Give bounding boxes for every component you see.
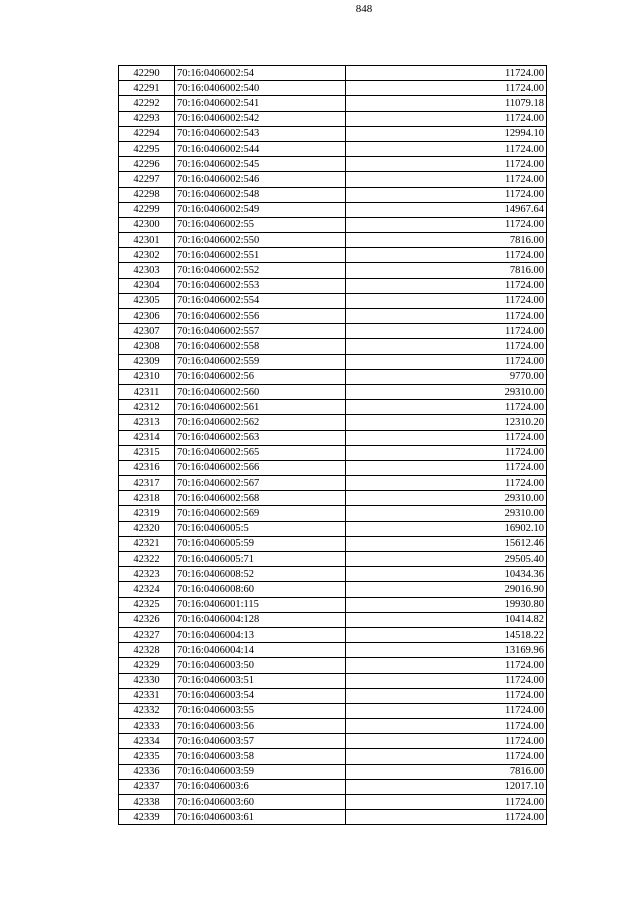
cadastral-number-cell: 70:16:0406003:61 [175,810,346,825]
row-number-cell: 42291 [119,81,175,96]
table-row [119,627,547,642]
cadastral-number-cell: 70:16:0406002:54 [175,66,346,81]
table-row [119,779,547,794]
row-number-cell: 42337 [119,779,175,794]
cadastral-number-cell: 70:16:0406002:561 [175,400,346,415]
row-number-cell: 42300 [119,217,175,232]
table-row [119,415,547,430]
cadastral-value-cell: 11724.00 [346,400,547,415]
row-number-cell: 42312 [119,400,175,415]
cadastral-value-cell: 11724.00 [346,673,547,688]
cadastral-value-cell: 11724.00 [346,719,547,734]
row-number-cell: 42307 [119,324,175,339]
row-number-cell: 42318 [119,491,175,506]
table-row [119,369,547,384]
cadastral-value-cell: 11724.00 [346,445,547,460]
cadastral-value-cell: 29016.90 [346,582,547,597]
cadastral-value-cell: 11724.00 [346,795,547,810]
table-row [119,582,547,597]
table-row [119,719,547,734]
cadastral-number-cell: 70:16:0406005:59 [175,536,346,551]
row-number-cell: 42339 [119,810,175,825]
cadastral-number-cell: 70:16:0406003:6 [175,779,346,794]
row-number-cell: 42298 [119,187,175,202]
row-number-cell: 42304 [119,278,175,293]
row-number-cell: 42308 [119,339,175,354]
cadastral-value-cell: 11724.00 [346,293,547,308]
cadastral-value-cell: 10434.36 [346,567,547,582]
cadastral-number-cell: 70:16:0406001:115 [175,597,346,612]
cadastral-number-cell: 70:16:0406002:545 [175,157,346,172]
row-number-cell: 42303 [119,263,175,278]
cadastral-value-cell: 11724.00 [346,430,547,445]
cadastral-number-cell: 70:16:0406002:541 [175,96,346,111]
row-number-cell: 42317 [119,476,175,491]
cadastral-number-cell: 70:16:0406008:52 [175,567,346,582]
cadastral-number-cell: 70:16:0406003:54 [175,688,346,703]
row-number-cell: 42319 [119,506,175,521]
cadastral-number-cell: 70:16:0406002:543 [175,126,346,141]
table-row [119,66,547,81]
cadastral-number-cell: 70:16:0406003:51 [175,673,346,688]
table-row [119,658,547,673]
row-number-cell: 42311 [119,384,175,399]
table-row [119,202,547,217]
cadastral-number-cell: 70:16:0406002:567 [175,476,346,491]
cadastral-value-cell: 13169.96 [346,643,547,658]
cadastral-number-cell: 70:16:0406004:14 [175,643,346,658]
cadastral-number-cell: 70:16:0406002:56 [175,369,346,384]
cadastral-number-cell: 70:16:0406003:55 [175,703,346,718]
cadastral-value-cell: 11724.00 [346,111,547,126]
cadastral-number-cell: 70:16:0406002:550 [175,233,346,248]
table-row [119,126,547,141]
cadastral-value-cell: 16902.10 [346,521,547,536]
table-row [119,96,547,111]
cadastral-value-cell: 11724.00 [346,703,547,718]
cadastral-number-cell: 70:16:0406003:56 [175,719,346,734]
cadastral-value-cell: 11724.00 [346,658,547,673]
row-number-cell: 42333 [119,719,175,734]
table-row [119,278,547,293]
cadastral-value-cell: 10414.82 [346,612,547,627]
table-row [119,293,547,308]
cadastral-value-cell: 11724.00 [346,81,547,96]
cadastral-value-cell: 12310.20 [346,415,547,430]
row-number-cell: 42334 [119,734,175,749]
row-number-cell: 42321 [119,536,175,551]
table-row [119,384,547,399]
table-row [119,643,547,658]
cadastral-number-cell: 70:16:0406002:559 [175,354,346,369]
cadastral-value-cell: 11724.00 [346,66,547,81]
table-row [119,430,547,445]
cadastral-number-cell: 70:16:0406002:544 [175,141,346,156]
cadastral-value-cell: 11724.00 [346,157,547,172]
row-number-cell: 42316 [119,460,175,475]
table-row [119,506,547,521]
table-row [119,536,547,551]
table-row [119,688,547,703]
cadastral-number-cell: 70:16:0406002:557 [175,324,346,339]
table-row [119,309,547,324]
table-row [119,567,547,582]
cadastral-value-cell: 19930.80 [346,597,547,612]
cadastral-number-cell: 70:16:0406003:50 [175,658,346,673]
cadastral-number-cell: 70:16:0406003:60 [175,795,346,810]
row-number-cell: 42338 [119,795,175,810]
cadastral-number-cell: 70:16:0406004:128 [175,612,346,627]
table-row [119,324,547,339]
row-number-cell: 42292 [119,96,175,111]
cadastral-number-cell: 70:16:0406003:59 [175,764,346,779]
table-row [119,445,547,460]
row-number-cell: 42293 [119,111,175,126]
cadastral-number-cell: 70:16:0406002:568 [175,491,346,506]
table-row [119,339,547,354]
cadastral-number-cell: 70:16:0406004:13 [175,627,346,642]
cadastral-number-cell: 70:16:0406002:563 [175,430,346,445]
cadastral-value-cell: 14967.64 [346,202,547,217]
row-number-cell: 42324 [119,582,175,597]
cadastral-value-cell: 11724.00 [346,141,547,156]
row-number-cell: 42331 [119,688,175,703]
row-number-cell: 42290 [119,66,175,81]
cadastral-value-cell: 11079.18 [346,96,547,111]
cadastral-value-cell: 29310.00 [346,491,547,506]
table-row [119,460,547,475]
cadastral-number-cell: 70:16:0406002:552 [175,263,346,278]
table-row [119,552,547,567]
cadastral-number-cell: 70:16:0406002:556 [175,309,346,324]
cadastral-value-cell: 29310.00 [346,384,547,399]
cadastral-number-cell: 70:16:0406005:5 [175,521,346,536]
cadastral-number-cell: 70:16:0406002:554 [175,293,346,308]
cadastral-number-cell: 70:16:0406002:55 [175,217,346,232]
cadastral-value-cell: 11724.00 [346,324,547,339]
table-row [119,673,547,688]
table-body [119,66,547,825]
table-row [119,263,547,278]
table-row [119,749,547,764]
row-number-cell: 42322 [119,552,175,567]
cadastral-value-cell: 11724.00 [346,172,547,187]
row-number-cell: 42327 [119,627,175,642]
cadastral-value-cell: 11724.00 [346,460,547,475]
cadastral-number-cell: 70:16:0406003:58 [175,749,346,764]
table-row [119,141,547,156]
row-number-cell: 42325 [119,597,175,612]
cadastral-number-cell: 70:16:0406002:558 [175,339,346,354]
cadastral-number-cell: 70:16:0406002:569 [175,506,346,521]
cadastral-number-cell: 70:16:0406002:549 [175,202,346,217]
table-row [119,233,547,248]
cadastral-value-cell: 11724.00 [346,688,547,703]
row-number-cell: 42332 [119,703,175,718]
cadastral-value-cell: 14518.22 [346,627,547,642]
cadastral-value-cell: 11724.00 [346,187,547,202]
row-number-cell: 42302 [119,248,175,263]
row-number-cell: 42299 [119,202,175,217]
cadastral-value-table [118,65,547,825]
cadastral-value-cell: 11724.00 [346,248,547,263]
table-row [119,521,547,536]
cadastral-value-cell: 11724.00 [346,749,547,764]
page-number: 848 [355,3,373,15]
row-number-cell: 42336 [119,764,175,779]
row-number-cell: 42305 [119,293,175,308]
cadastral-number-cell: 70:16:0406002:560 [175,384,346,399]
cadastral-value-cell: 11724.00 [346,810,547,825]
table-row [119,764,547,779]
cadastral-value-cell: 7816.00 [346,263,547,278]
table-row [119,703,547,718]
table-row [119,81,547,96]
cadastral-number-cell: 70:16:0406005:71 [175,552,346,567]
cadastral-value-cell: 12017.10 [346,779,547,794]
cadastral-number-cell: 70:16:0406002:542 [175,111,346,126]
row-number-cell: 42310 [119,369,175,384]
row-number-cell: 42320 [119,521,175,536]
row-number-cell: 42295 [119,141,175,156]
row-number-cell: 42315 [119,445,175,460]
table-row [119,795,547,810]
cadastral-value-cell: 11724.00 [346,476,547,491]
table-row [119,111,547,126]
cadastral-value-cell: 12994.10 [346,126,547,141]
cadastral-value-cell: 11724.00 [346,734,547,749]
cadastral-value-cell: 11724.00 [346,339,547,354]
cadastral-number-cell: 70:16:0406002:551 [175,248,346,263]
row-number-cell: 42313 [119,415,175,430]
cadastral-value-cell: 11724.00 [346,309,547,324]
cadastral-number-cell: 70:16:0406002:562 [175,415,346,430]
row-number-cell: 42326 [119,612,175,627]
row-number-cell: 42301 [119,233,175,248]
cadastral-value-cell: 7816.00 [346,233,547,248]
table-row [119,476,547,491]
row-number-cell: 42297 [119,172,175,187]
row-number-cell: 42323 [119,567,175,582]
table-row [119,734,547,749]
row-number-cell: 42328 [119,643,175,658]
table-row [119,400,547,415]
table-row [119,157,547,172]
table-row [119,491,547,506]
cadastral-number-cell: 70:16:0406002:546 [175,172,346,187]
cadastral-number-cell: 70:16:0406002:540 [175,81,346,96]
table-row [119,187,547,202]
row-number-cell: 42335 [119,749,175,764]
cadastral-number-cell: 70:16:0406002:548 [175,187,346,202]
cadastral-number-cell: 70:16:0406008:60 [175,582,346,597]
table-row [119,217,547,232]
row-number-cell: 42309 [119,354,175,369]
row-number-cell: 42294 [119,126,175,141]
cadastral-value-cell: 7816.00 [346,764,547,779]
cadastral-value-cell: 29310.00 [346,506,547,521]
cadastral-value-cell: 11724.00 [346,217,547,232]
cadastral-number-cell: 70:16:0406002:565 [175,445,346,460]
cadastral-number-cell: 70:16:0406002:566 [175,460,346,475]
row-number-cell: 42329 [119,658,175,673]
table-row [119,248,547,263]
row-number-cell: 42330 [119,673,175,688]
cadastral-value-cell: 29505.40 [346,552,547,567]
table-row [119,354,547,369]
cadastral-value-cell: 11724.00 [346,354,547,369]
cadastral-value-cell: 15612.46 [346,536,547,551]
row-number-cell: 42306 [119,309,175,324]
cadastral-number-cell: 70:16:0406002:553 [175,278,346,293]
row-number-cell: 42314 [119,430,175,445]
table-row [119,597,547,612]
table-row [119,612,547,627]
cadastral-value-cell: 11724.00 [346,278,547,293]
table-row [119,810,547,825]
cadastral-value-cell: 9770.00 [346,369,547,384]
row-number-cell: 42296 [119,157,175,172]
cadastral-number-cell: 70:16:0406003:57 [175,734,346,749]
table-row [119,172,547,187]
